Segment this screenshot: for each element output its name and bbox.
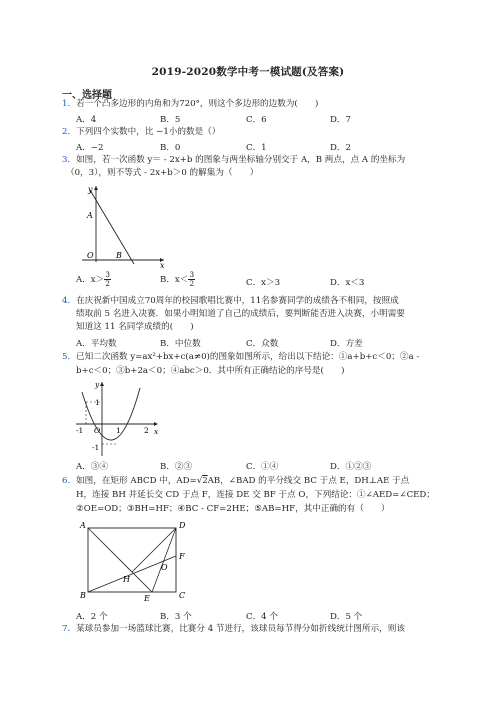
page-title: 2019-2020数学中考一模试题(及答案) (151, 66, 345, 78)
question-6-line-2: H，连接 BH 并延长交 CD 于点 F，连接 DE 交 BF 于点 O，下列结论：①∠AED=∠CED； (76, 490, 435, 500)
option-a: A．③④ (76, 462, 108, 472)
option-c: C．①④ (246, 462, 279, 472)
tick-label-neg1: -1 (76, 426, 84, 435)
x-label: x (154, 427, 159, 436)
question-number: 6． (62, 476, 77, 486)
tick-label-x1: 1 (116, 426, 121, 435)
option-b: B．5 (160, 115, 181, 125)
question-3-line-2: （0，3），则不等式 - 2x+b＞0 的解集为（ ） (66, 168, 259, 178)
option-a: A．4 (76, 115, 97, 125)
option-b-text: B．x＜ (160, 275, 189, 285)
option-b (160, 271, 195, 288)
linear-function-graph (76, 182, 168, 270)
option-d: D．7 (330, 115, 351, 125)
sqrt-value: 2 (202, 476, 208, 486)
question-number: 2． (62, 127, 77, 137)
question-text: 如图，在矩形 ABCD 中，AD= (76, 476, 197, 486)
tick-label-1: 1 (95, 398, 100, 407)
option-b: B．3 个 (160, 612, 192, 622)
option-a: A．2 个 (76, 612, 108, 622)
question-5 (62, 352, 419, 363)
segment-bf (88, 556, 176, 592)
y-axis-arrow (100, 382, 104, 386)
sqrt-symbol: √2 (196, 476, 208, 486)
fraction-denominator: 2 (105, 279, 111, 288)
question-6 (62, 476, 409, 487)
question-7 (62, 624, 405, 635)
option-b: B．中位数 (160, 339, 201, 349)
section-heading: 一、选择题 (62, 90, 112, 101)
point-o-label: O (161, 563, 168, 572)
origin-label: O (94, 426, 101, 435)
option-c: C．众数 (246, 339, 279, 349)
question-3 (62, 155, 405, 166)
question-number: 7． (62, 624, 77, 634)
option-d: D．5 个 (330, 612, 363, 622)
option-c: C．x＞3 (246, 278, 281, 288)
option-d: D．x＜3 (330, 278, 365, 288)
segment-de (152, 528, 176, 592)
parabola-graph (72, 378, 162, 458)
fraction-numerator: 3 (105, 270, 111, 279)
question-text: 若一个凸多边形的内角和为720°，则这个多边形的边数为( ) (76, 99, 319, 109)
x-axis-arrow (154, 422, 158, 426)
y-label: y (88, 185, 93, 194)
question-5-line-2: b+c＜0；③b+2a＜0；④abc＞0．其中所有正确结论的序号是( ) (76, 366, 345, 376)
question-number: 4． (62, 296, 77, 306)
question-4-line-2: 绩取前 5 名进入决赛．如果小明知道了自己的成绩后，要判断能否进入决赛，小明需要 (76, 309, 405, 319)
question-text: 如图，若一次函数 y＝ - 2x+b 的图象与两坐标轴分别交于 A，B 两点，点 A 的坐标为 (76, 155, 406, 165)
point-b-label: B (116, 251, 122, 260)
fraction (104, 271, 111, 288)
option-a-text: A．x＞ (76, 275, 105, 285)
point-c-label: C (179, 591, 186, 600)
question-4 (62, 296, 399, 307)
option-a: A．−2 (76, 143, 104, 153)
option-c: C．4 个 (246, 612, 278, 622)
question-4-line-3: 知道这 11 名同学成绩的( ) (76, 322, 194, 332)
question-number: 1． (62, 99, 77, 109)
origin-label: O (87, 251, 94, 260)
fraction-denominator: 2 (189, 279, 195, 288)
question-1 (62, 99, 318, 110)
question-6-line-3: ②OE=OD；③BH=HF；④BC - CF=2HE；⑤AB=HF，其中正确的有（ ） (76, 504, 390, 514)
y-label: y (95, 380, 100, 389)
option-c: C．6 (246, 115, 267, 125)
point-a-label: A (80, 521, 86, 530)
question-2 (62, 127, 220, 138)
fraction-numerator: 3 (189, 270, 195, 279)
option-d: D．2 (330, 143, 351, 153)
tick-label-2: 2 (144, 426, 149, 435)
question-text: 某球员参加一场篮球比赛，比赛分 4 节进行，该球员每节得分如折线统计图所示，则该 (76, 624, 405, 634)
option-b: B．②③ (160, 462, 193, 472)
rectangle-abcd (88, 528, 176, 592)
parabola-curve (82, 388, 140, 440)
option-c: C．1 (246, 143, 267, 153)
x-label: x (160, 261, 165, 270)
question-number: 3． (62, 155, 77, 165)
question-text: 已知二次函数 y=ax²+bx+c(a≠0)的图象如图所示，给出以下结论：①a+b+c＜0；②a - (76, 352, 420, 362)
option-a: A．平均数 (76, 339, 117, 349)
tick-label-y-neg1: -1 (92, 443, 100, 452)
question-text-cont: AB，∠BAD 的平分线交 BC 于点 E，DH⊥AE 于点 (207, 476, 410, 486)
rectangle-geometry-figure (78, 518, 188, 604)
point-h-label: H (123, 575, 130, 584)
option-d: D．方差 (330, 339, 363, 349)
question-number: 5． (62, 352, 77, 362)
option-d: D．①②③ (330, 462, 372, 472)
point-e-label: E (144, 594, 150, 603)
y-axis-arrow (94, 186, 98, 190)
option-a (76, 271, 111, 288)
point-b-label: B (80, 591, 86, 600)
option-b: B．0 (160, 143, 181, 153)
point-a-label: A (87, 211, 93, 220)
question-text: 下列四个实数中，比 −1小的数是（） (76, 127, 221, 137)
fraction (188, 271, 195, 288)
question-text: 在庆祝新中国成立70周年的校园歌唱比赛中，11名参赛同学的成绩各不相同，按照成 (76, 296, 399, 306)
segment-ae (88, 528, 152, 592)
point-f-label: F (179, 552, 185, 561)
point-d-label: D (179, 521, 186, 530)
function-line (90, 190, 134, 264)
